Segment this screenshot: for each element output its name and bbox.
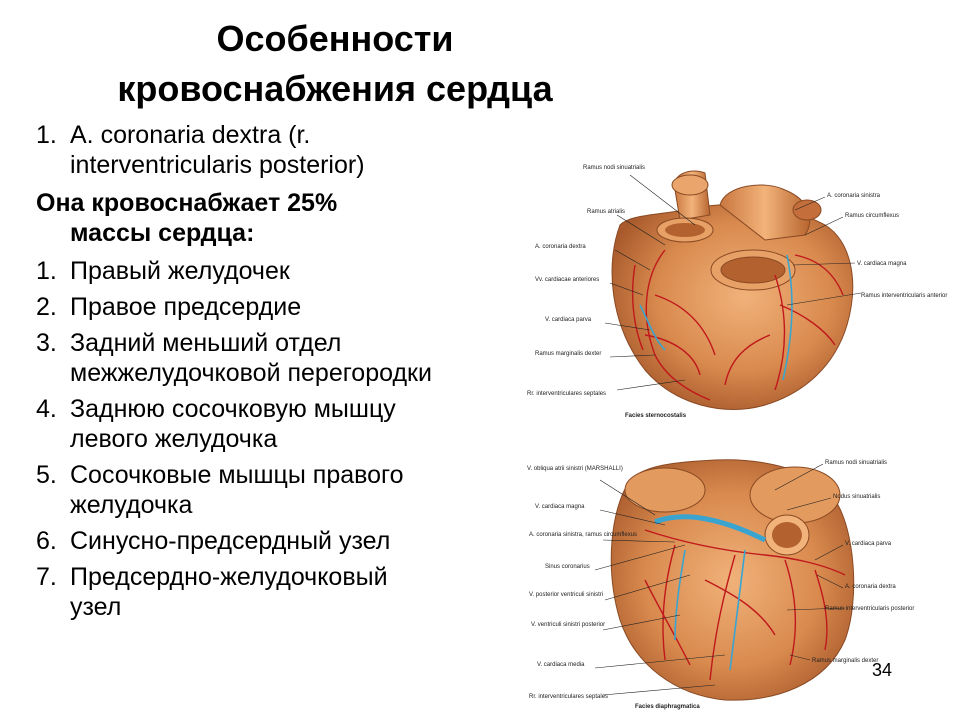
intro-item — [36, 120, 546, 180]
intro-line-2: interventricularis posterior) — [70, 151, 365, 179]
subheading-line-1: Она кровоснабжает 25% — [36, 189, 338, 217]
label-ramus-atrialis: Ramus atrialis — [587, 209, 626, 215]
intro-line-1: A. coronaria dextra (r. — [70, 121, 311, 149]
list-item — [36, 292, 546, 322]
list-item-number: 1. — [36, 257, 57, 285]
list-item-text: узел — [70, 593, 122, 621]
page-number: 34 — [872, 660, 893, 680]
label-v-obliqua-atrii-sinistri: V. obliqua atrii sinistri (MARSHALLI) — [527, 466, 623, 472]
slide-title — [40, 14, 630, 114]
title-line-2: кровоснабжения сердца — [117, 68, 553, 109]
label-sinus-coronarius: Sinus coronarius — [545, 564, 590, 570]
label-a-coronaria-dextra: A. coronaria dextra — [535, 244, 586, 250]
list-item-text: Правое предсердие — [70, 293, 302, 321]
label-ramus-nodi-sinuatrialis: Ramus nodi sinuatrialis — [825, 460, 888, 466]
label-ramus-nodi-sinuatrialis: Ramus nodi sinuatrialis — [583, 165, 646, 171]
figure-caption: Facies sternocostalis — [625, 413, 687, 419]
list-item-number: 3. — [36, 329, 57, 357]
slide-content — [36, 120, 546, 628]
subheading — [36, 188, 546, 248]
list-item-text: левого желудочка — [70, 425, 278, 453]
list-item-number: 5. — [36, 461, 57, 489]
title-line-1: Особенности — [216, 18, 454, 59]
label-v-cardiaca-parva: V. cardiaca parva — [545, 317, 592, 323]
label-v-cardiaca-magna: V. cardiaca magna — [857, 261, 907, 267]
list-item-text: Сосочковые мышцы правого — [70, 461, 404, 489]
list-item — [36, 526, 546, 556]
list-item-number: 4. — [36, 395, 57, 423]
list-item-text: Заднюю сосочковую мышцу — [70, 395, 396, 423]
label-nodus-sinuatrialis: Nodus sinuatrialis — [833, 494, 881, 500]
label-v-posterior-ventriculi-sinistri: V. posterior ventriculi sinistri — [529, 592, 604, 598]
list-item-number: 2. — [36, 293, 57, 321]
label-v-cardiaca-parva: V. cardiaca parva — [845, 541, 892, 547]
label-v-cardiaca-magna: V. cardiaca magna — [535, 504, 585, 510]
list-item — [36, 256, 546, 286]
list-item-text: Задний меньший отдел — [70, 329, 342, 357]
heart-anterior-illustration — [525, 155, 948, 425]
intro-number: 1. — [36, 121, 57, 149]
label-ramus-marginalis-dexter: Ramus marginalis dexter — [812, 658, 879, 664]
list-item — [36, 394, 546, 454]
label-ramus-interventricularis-anterior: Ramus interventricularis anterior — [861, 293, 948, 299]
label-ramus-circumflexus: Ramus circumflexus — [845, 213, 900, 219]
list-item — [36, 328, 546, 388]
label-v-ventriculi-sinistri-posterior: V. ventriculi sinistri posterior — [531, 622, 606, 628]
label-ramus-interventricularis-posterior: Ramus interventricularis posterior — [825, 606, 915, 612]
label-v-cardiaca-media: V. cardiaca media — [537, 662, 585, 668]
list-item — [36, 460, 546, 520]
label-ramus-marginalis-dexter: Ramus marginalis dexter — [535, 351, 602, 357]
label-rr-interventriculares-septales: Rr. interventriculares septales — [529, 694, 609, 700]
list-item-text: Синусно-предсердный узел — [70, 527, 391, 555]
label-a-coronaria-sinistra-circumflexus: A. coronaria sinistra, ramus circumflexus — [529, 532, 638, 538]
list-item-number: 6. — [36, 527, 57, 555]
list-item-text: Правый желудочек — [70, 257, 290, 285]
heart-posterior-illustration — [525, 450, 930, 715]
label-rr-interventriculares-septales: Rr. interventriculares septales — [527, 391, 607, 397]
list-item-number: 7. — [36, 563, 57, 591]
label-vv-cardiacae-anteriores: Vv. cardiacae anteriores — [535, 277, 600, 283]
list-item-text: межжелудочковой перегородки — [70, 359, 432, 387]
subheading-line-2: массы сердца: — [70, 219, 255, 247]
heart-body — [611, 460, 853, 700]
label-a-coronaria-sinistra: A. coronaria sinistra — [827, 193, 881, 199]
figure-caption: Facies diaphragmatica — [635, 704, 700, 710]
supply-list — [36, 256, 546, 622]
label-a-coronaria-dextra: A. coronaria dextra — [845, 584, 896, 590]
list-item-text: Предсердно-желудочковый — [70, 563, 388, 591]
list-item — [36, 562, 546, 622]
list-item-text: желудочка — [70, 491, 193, 519]
